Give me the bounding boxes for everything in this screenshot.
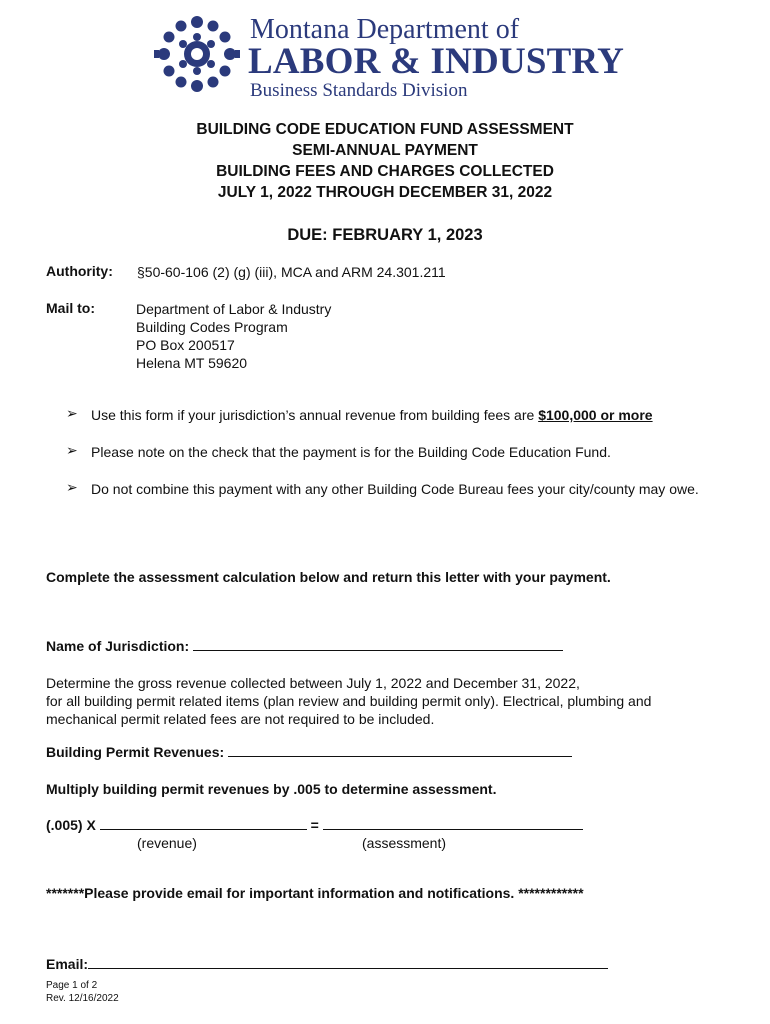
calculation-row <box>46 817 583 833</box>
revision-date: Rev. 12/16/2022 <box>46 993 119 1004</box>
page-number: Page 1 of 2 <box>46 980 98 991</box>
permit-revenue-field[interactable] <box>228 744 572 757</box>
email-field[interactable] <box>88 956 608 969</box>
document-title-line1: BUILDING CODE EDUCATION FUND ASSESSMENT <box>196 121 574 138</box>
revenue-field[interactable] <box>100 817 307 830</box>
logo-title-line2: LABOR & INDUSTRY <box>248 41 625 82</box>
calc-multiplier: (.005) X <box>46 817 96 833</box>
document-title-line3: BUILDING FEES AND CHARGES COLLECTED <box>216 163 554 180</box>
revenue-caption: (revenue) <box>137 835 197 851</box>
jurisdiction-field[interactable] <box>193 638 563 651</box>
mail-address-line: Department of Labor & Industry <box>136 301 332 317</box>
page-footer <box>46 979 119 1005</box>
revenue-threshold-amount: $100,000 or more <box>538 407 653 423</box>
due-date: DUE: FEBRUARY 1, 2023 <box>287 226 483 244</box>
authority-value: §50-60-106 (2) (g) (iii), MCA and ARM 24.301.211 <box>137 264 446 280</box>
instruction-text: Complete the assessment calculation below and return this letter with your payment. <box>46 569 611 585</box>
mail-address-line: PO Box 200517 <box>136 337 235 353</box>
multiply-instruction: Multiply building permit revenues by .005 to determine assessment. <box>46 781 497 797</box>
mail-to-label: Mail to: <box>46 300 95 316</box>
calc-equals: = <box>310 817 319 833</box>
paragraph-line: Determine the gross revenue collected between July 1, 2022 and December 31, 2022, <box>46 675 580 691</box>
mail-address <box>136 300 331 372</box>
bullet-do-not-combine: Do not combine this payment with any other Building Code Bureau fees your city/county may owe. <box>91 481 699 497</box>
paragraph-line: for all building permit related items (plan review and building permit only). Electrical, plumbing and <box>46 693 652 709</box>
mail-address-line: Helena MT 59620 <box>136 355 248 371</box>
jurisdiction-row <box>46 638 563 654</box>
mail-address-line: Building Codes Program <box>136 319 288 335</box>
bullet-text: Use this form if your jurisdiction’s annual revenue from building fees are <box>91 407 539 423</box>
email-label: Email: <box>46 956 89 972</box>
bullet-check-note: Please note on the check that the payment is for the Building Code Education Fund. <box>91 444 611 460</box>
permit-revenue-row <box>46 744 572 760</box>
gross-revenue-instructions <box>46 674 736 728</box>
arrow-bullet-icon: ➢ <box>66 442 78 458</box>
email-row <box>46 956 608 972</box>
logo-subtitle: Business Standards Division <box>250 80 468 101</box>
bullet-revenue-threshold <box>91 406 653 424</box>
authority-label: Authority: <box>46 263 113 279</box>
arrow-bullet-icon: ➢ <box>66 405 78 421</box>
jurisdiction-label: Name of Jurisdiction: <box>46 638 190 654</box>
assessment-field[interactable] <box>323 817 583 830</box>
assessment-caption: (assessment) <box>362 835 447 851</box>
email-notice: *******Please provide email for important information and notifications. ************ <box>46 885 584 901</box>
logo-title-line1: Montana Department of <box>250 14 520 45</box>
document-title-line4: JULY 1, 2022 THROUGH DECEMBER 31, 2022 <box>217 184 553 201</box>
document-title-line2: SEMI-ANNUAL PAYMENT <box>292 142 478 159</box>
arrow-bullet-icon: ➢ <box>66 479 78 495</box>
permit-revenue-label: Building Permit Revenues: <box>46 744 225 760</box>
gear-people-emblem-icon <box>150 12 244 96</box>
paragraph-line: mechanical permit related fees are not required to be included. <box>46 711 435 727</box>
